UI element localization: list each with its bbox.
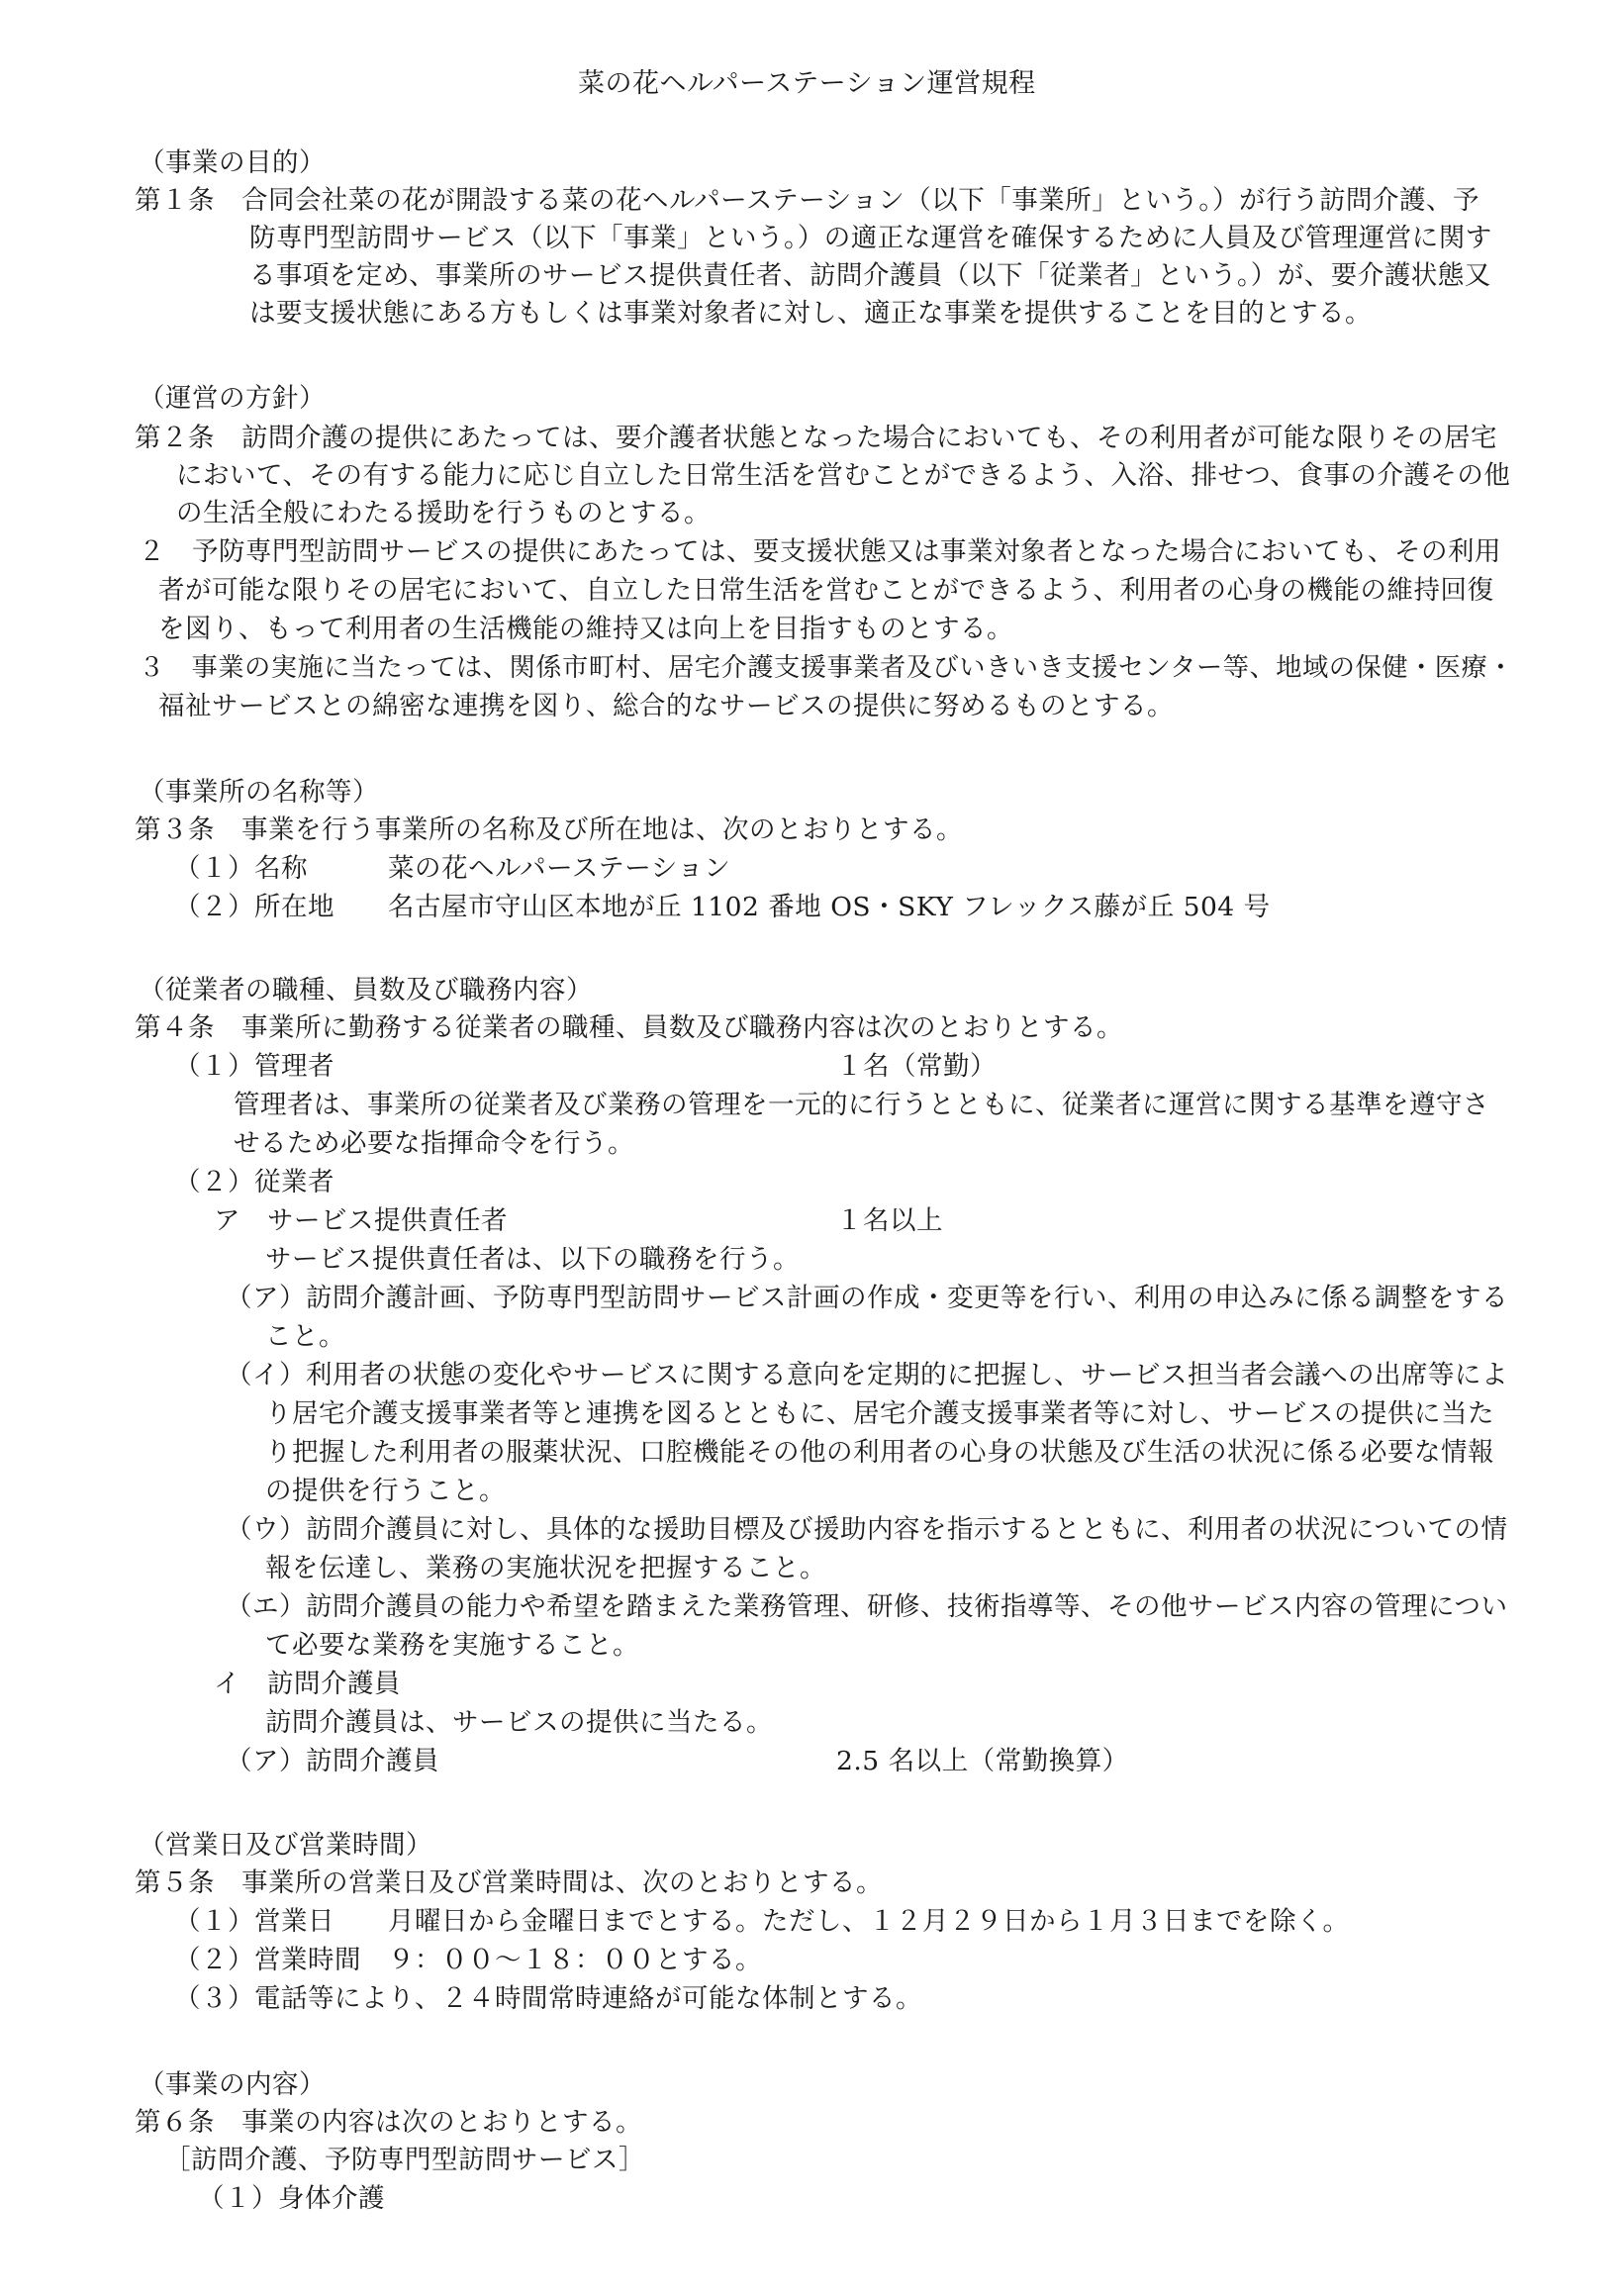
article-1-line-4: は要支援状態にある方もしくは事業対象者に対し、適正な事業を提供することを目的とする。 bbox=[249, 298, 1372, 329]
article-4-line-12: り把握した利用者の服薬状況、口腔機能その他の利用者の心身の状態及び生活の状況に係る必要な情報 bbox=[265, 1437, 1494, 1468]
article-6-line-3: （１）身体介護 bbox=[198, 2183, 385, 2214]
article-4-line-7: サービス提供責任者は、以下の職務を行う。 bbox=[265, 1244, 800, 1275]
section-heading-content: （事業の内容） bbox=[139, 2069, 326, 2100]
article-4-line-8: （ア）訪問介護計画、予防専門型訪問サービス計画の作成・変更等を行い、利用の申込みに係る調整をする bbox=[226, 1283, 1508, 1313]
section-heading-hours: （営業日及び営業時間） bbox=[139, 1830, 432, 1861]
article-4-line-16: （エ）訪問介護員の能力や希望を踏まえた業務管理、研修、技術指導等、その他サービス内容の管理につい bbox=[226, 1591, 1508, 1622]
article-4-line-13: の提供を行うこと。 bbox=[265, 1476, 506, 1506]
article-1-line-3: る事項を定め、事業所のサービス提供責任者、訪問介護員（以下「従業者」という。）が、要介護状態又 bbox=[249, 260, 1491, 291]
article-4-line-9: こと。 bbox=[265, 1321, 345, 1352]
article-2-line-7: ３ 事業の実施に当たっては、関係市町村、居宅介護支援事業者及びいきいき支援センター等、地域の保健・医療・ bbox=[139, 653, 1514, 683]
article-1-line-1: 第１条 合同会社菜の花が開設する菜の花ヘルパーステーション（以下「事業所」という。）が行う訪問介護、予 bbox=[135, 185, 1479, 216]
article-4-line-4: せるため必要な指揮命令を行う。 bbox=[234, 1128, 634, 1159]
article-4-line-14: （ウ）訪問介護員に対し、具体的な援助目標及び援助内容を指示するとともに、利用者の状況についての情 bbox=[226, 1514, 1508, 1545]
article-5-line-1: 第５条 事業所の営業日及び営業時間は、次のとおりとする。 bbox=[135, 1867, 883, 1898]
article-4-line-3: 管理者は、事業所の従業者及び業務の管理を一元的に行うとともに、従業者に運営に関する基準を遵守さ bbox=[234, 1090, 1489, 1120]
article-4-manager-label: （１）管理者 bbox=[174, 1051, 334, 1082]
article-2-line-1: 第２条 訪問介護の提供にあたっては、要介護者状態となった場合においても、その利用者が可能な限りその居宅 bbox=[135, 423, 1497, 453]
article-2-line-8: 福祉サービスとの綿密な連携を図り、総合的なサービスの提供に努めるものとする。 bbox=[158, 691, 1174, 721]
article-4-line-5: （２）従業者 bbox=[174, 1167, 334, 1197]
article-1-line-2: 防専門型訪問サービス（以下「事業」という。）の適正な運営を確保するために人員及び管理運営に関す bbox=[249, 223, 1492, 253]
article-4-helper-label: （ア）訪問介護員 bbox=[226, 1746, 439, 1776]
article-4-line-19: 訪問介護員は、サービスの提供に当たる。 bbox=[265, 1707, 773, 1738]
article-4-line-17: て必要な業務を実施すること。 bbox=[265, 1630, 639, 1661]
document-title: 菜の花ヘルパーステーション運営規程 bbox=[578, 68, 1036, 99]
article-6-line-2: ［訪問介護、予防専門型訪問サービス］ bbox=[164, 2145, 645, 2175]
article-3-line-3: （２）所在地 名古屋市守山区本地が丘 1102 番地 OS・SKY フレックス藤が丘 504 号 bbox=[174, 892, 1271, 922]
article-4-spr-label: ア サービス提供責任者 bbox=[214, 1205, 508, 1236]
article-2-line-4: ２ 予防専門型訪問サービスの提供にあたっては、要支援状態又は事業対象者となった場合においても、その利用 bbox=[139, 536, 1501, 567]
article-3-line-2: （１）名称 菜の花ヘルパーステーション bbox=[174, 853, 731, 884]
section-heading-staff: （従業者の職種、員数及び職務内容） bbox=[139, 975, 593, 1005]
article-4-line-1: 第４条 事業所に勤務する従業者の職種、員数及び職務内容は次のとおりとする。 bbox=[135, 1012, 1123, 1043]
article-4-line-18: イ 訪問介護員 bbox=[214, 1669, 401, 1699]
article-2-line-5: 者が可能な限りその居宅において、自立した日常生活を営むことができるよう、利用者の心身の機能の維持回復 bbox=[158, 575, 1494, 606]
section-heading-name: （事業所の名称等） bbox=[139, 777, 379, 808]
article-6-line-1: 第６条 事業の内容は次のとおりとする。 bbox=[135, 2107, 642, 2138]
article-3-line-1: 第３条 事業を行う事業所の名称及び所在地は、次のとおりとする。 bbox=[135, 814, 963, 845]
article-4-manager-count: １名（常勤） bbox=[836, 1051, 997, 1082]
article-2-line-3: の生活全般にわたる援助を行うものとする。 bbox=[176, 498, 711, 528]
article-4-line-15: 報を伝達し、業務の実施状況を把握すること。 bbox=[265, 1553, 826, 1583]
article-4-spr-count: １名以上 bbox=[836, 1205, 943, 1236]
article-5-line-3: （２）営業時間 ９：００～１８：００とする。 bbox=[174, 1945, 762, 1975]
article-2-line-2: において、その有する能力に応じ自立した日常生活を営むことができるよう、入浴、排せつ、食事の介護その他 bbox=[176, 460, 1511, 491]
article-4-line-11: り居宅介護支援事業者等と連携を図るとともに、居宅介護支援事業者等に対し、サービスの提供に当た bbox=[265, 1398, 1494, 1429]
article-4-line-10: （イ）利用者の状態の変化やサービスに関する意向を定期的に把握し、サービス担当者会議への出席等によ bbox=[226, 1360, 1508, 1390]
article-5-line-2: （１）営業日 月曜日から金曜日までとする。ただし、１２月２９日から１月３日までを除く。 bbox=[174, 1906, 1350, 1937]
section-heading-purpose: （事業の目的） bbox=[139, 147, 326, 178]
section-heading-policy: （運営の方針） bbox=[139, 383, 326, 414]
article-4-helper-count: 2.5 名以上（常勤換算） bbox=[836, 1746, 1129, 1776]
article-5-line-4: （３）電話等により、２４時間常時連絡が可能な体制とする。 bbox=[174, 1983, 922, 2014]
article-2-line-6: を図り、もって利用者の生活機能の維持又は向上を目指すものとする。 bbox=[158, 614, 1013, 644]
